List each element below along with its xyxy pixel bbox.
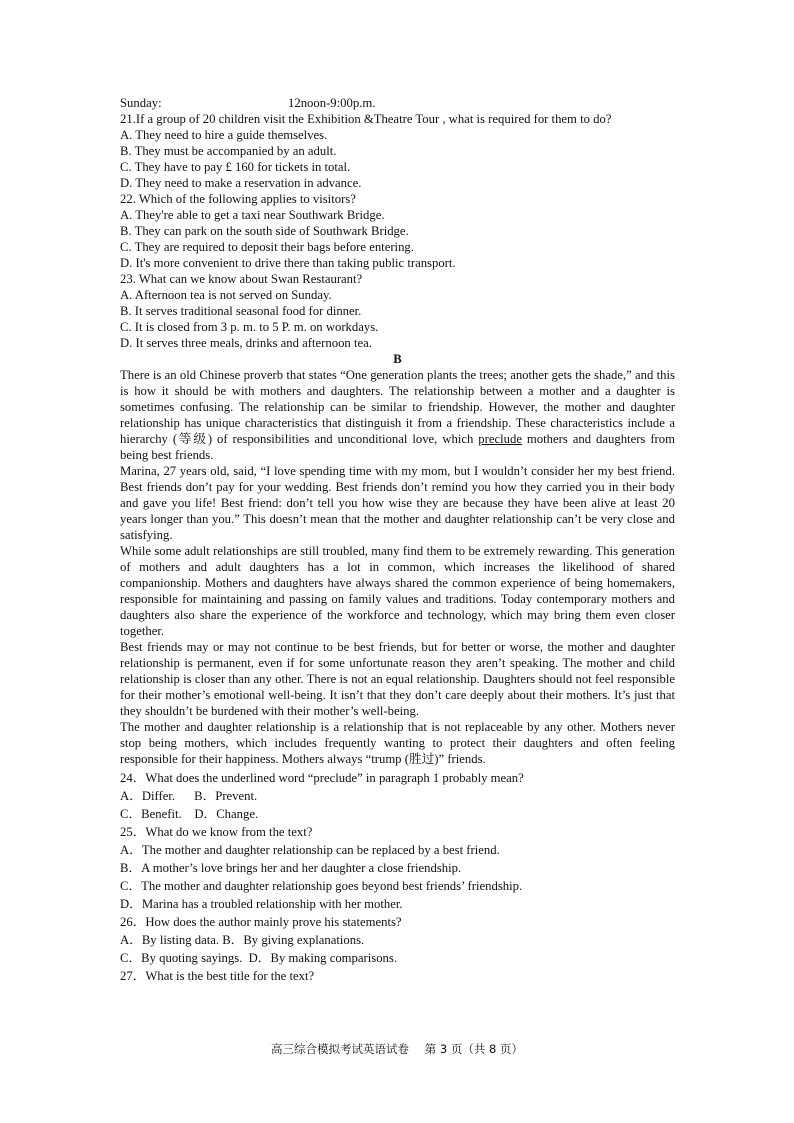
option: A. They're able to get a taxi near Southwark Bridge. <box>120 208 385 222</box>
option: B．A mother’s love brings her and her daughter a close friendship. <box>120 861 462 875</box>
passage-paragraph-2: Marina, 27 years old, said, “I love spending time with my mom, but I wouldn’t consider her my best friend. Best friends don’t pay for your wedding. Best friends don’t remind you how they carried you in their body and gave you life! Best friend: don’t tell you how wise they are because they have been alive at least 20 years longer than you.” This doesn’t mean that the mother and daughter relationship can’t be very close and satisfying. <box>120 464 675 542</box>
option: B. It serves traditional seasonal food for dinner. <box>120 304 362 318</box>
question-stem: 26．How does the author mainly prove his statements? <box>120 915 402 929</box>
option: A．The mother and daughter relationship can be replaced by a best friend. <box>120 843 500 857</box>
question-21 <box>120 111 675 191</box>
question-stem: 24．What does the underlined word “preclude” in paragraph 1 probably mean? <box>120 771 524 785</box>
exam-page <box>120 95 675 985</box>
options-row: A．Differ. B．Prevent. <box>120 789 258 803</box>
passage-paragraph-4: Best friends may or may not continue to be best friends, but for better or worse, the mother and daughter relationship is permanent, even if for some unfortunate reason they aren’t speaking. The mother and child relationship is closer than any other. There is not an equal relationship. Daughters should not feel responsible for their mother’s emotional well-being. It isn’t that they don’t care deeply about their mothers. It’s just that they shouldn’t be burdened with their mother’s well-being. <box>120 640 675 718</box>
option: C. They are required to deposit their bags before entering. <box>120 240 414 254</box>
question-stem: 27．What is the best title for the text? <box>120 969 315 983</box>
question-stem: 21.If a group of 20 children visit the Exhibition &Theatre Tour , what is required for them to do? <box>120 112 612 126</box>
question-stem: 23. What can we know about Swan Restaurant? <box>120 272 363 286</box>
passage-paragraph-3: While some adult relationships are still troubled, many find them to be extremely rewarding. This generation of mothers and adult daughters has a lot in common, which increases the likelihood of shared companionship. Mothers and daughters have always shared the common experience of being homemakers, responsible for maintaining and passing on family values and traditions. Today contemporary mothers and daughters also share the experience of the workforce and technology, which may bring them even closer together. <box>120 544 675 638</box>
question-22 <box>120 191 675 271</box>
option: C．The mother and daughter relationship goes beyond best friends’ friendship. <box>120 879 523 893</box>
options-row: C．Benefit. D．Change. <box>120 807 259 821</box>
underlined-word: preclude <box>478 432 522 446</box>
schedule-row <box>120 95 675 111</box>
passage-paragraph-5: The mother and daughter relationship is a relationship that is not replaceable by any other. Mothers never stop being mothers, which includes frequently wanting to protect their daughters and often feeling responsible for their happiness. Mothers always “trump (胜过)” friends. <box>120 720 675 766</box>
question-25 <box>120 823 675 913</box>
option: C. It is closed from 3 p. m. to 5 P. m. on workdays. <box>120 320 379 334</box>
option: B. They can park on the south side of Southwark Bridge. <box>120 224 409 238</box>
options-row: A．By listing data. B．By giving explanations. <box>120 933 365 947</box>
option: D. They need to make a reservation in advance. <box>120 176 362 190</box>
footer-title: 高三综合模拟考试英语试卷 <box>271 1042 410 1056</box>
option: B. They must be accompanied by an adult. <box>120 144 337 158</box>
question-24 <box>120 769 675 823</box>
passage-paragraph-1: There is an old Chinese proverb that states “One generation plants the trees; another gets the shade,” and this is how it should be with mothers and daughters. The relationship between a mother and a daughter is sometimes confusing. The relationship can be similar to friendship. However, the mother and daughter relationship has unique characteristics that distinguish it from a friendship. These characteristics include a hierarchy (等级) of responsibilities and unconditional love, which preclude mothers and daughters from being best friends. <box>120 368 675 462</box>
question-stem: 25．What do we know from the text? <box>120 825 313 839</box>
option: D．Marina has a troubled relationship with her mother. <box>120 897 403 911</box>
schedule-time: 12noon-9:00p.m. <box>288 96 376 110</box>
option: D. It serves three meals, drinks and afternoon tea. <box>120 336 372 350</box>
question-27 <box>120 967 675 985</box>
question-23 <box>120 271 675 351</box>
question-26 <box>120 913 675 967</box>
schedule-day: Sunday: <box>120 96 162 110</box>
page-footer <box>0 1041 794 1057</box>
section-heading: B <box>393 352 402 366</box>
option: C. They have to pay £ 160 for tickets in total. <box>120 160 351 174</box>
options-row: C．By quoting sayings. D．By making comparisons. <box>120 951 398 965</box>
footer-page-number: 第 3 页（共 8 页） <box>424 1042 523 1056</box>
option: A. They need to hire a guide themselves. <box>120 128 328 142</box>
option: A. Afternoon tea is not served on Sunday. <box>120 288 332 302</box>
option: D. It's more convenient to drive there than taking public transport. <box>120 256 456 270</box>
question-stem: 22. Which of the following applies to visitors? <box>120 192 356 206</box>
